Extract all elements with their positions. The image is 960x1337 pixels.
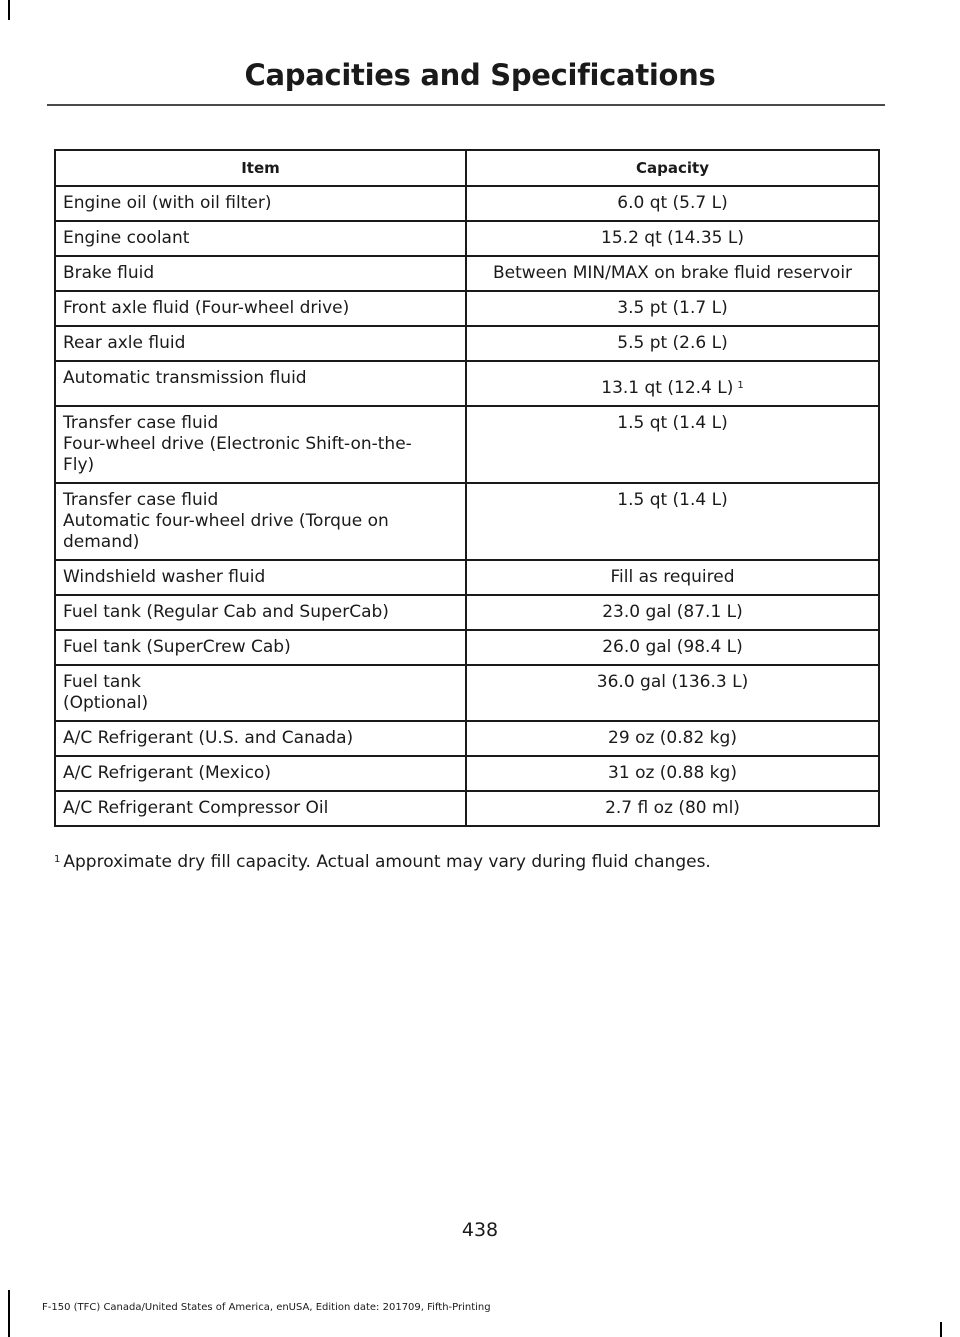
item-cell (55, 595, 466, 630)
table-row (55, 630, 879, 665)
item-label: (Optional) (63, 693, 149, 713)
capacity-value: 3.5 pt (1.7 L) (617, 298, 728, 318)
item-cell (55, 791, 466, 826)
item-label: A/C Refrigerant (Mexico) (63, 763, 271, 783)
item-label: Automatic four-wheel drive (Torque on (63, 511, 389, 531)
table-row (55, 186, 879, 221)
footnote (54, 852, 711, 873)
title-divider (47, 104, 885, 106)
table-row (55, 406, 879, 483)
item-label: Fly) (63, 455, 95, 475)
item-cell (55, 291, 466, 326)
capacity-cell (466, 721, 879, 756)
capacity-cell (466, 560, 879, 595)
item-label: Windshield washer fluid (63, 567, 266, 587)
capacity-value: 29 oz (0.82 kg) (608, 728, 737, 748)
item-cell (55, 721, 466, 756)
item-label: Fuel tank (63, 672, 141, 692)
capacity-value: Fill as required (610, 567, 735, 587)
item-label: Engine coolant (63, 228, 190, 248)
item-cell (55, 560, 466, 595)
capacity-cell (466, 221, 879, 256)
item-label: demand) (63, 532, 140, 552)
item-cell (55, 756, 466, 791)
item-label: Fuel tank (Regular Cab and SuperCab) (63, 602, 389, 622)
capacities-table (54, 149, 880, 827)
crop-mark (940, 1322, 942, 1337)
table-row (55, 721, 879, 756)
table-row (55, 483, 879, 560)
capacity-cell (466, 326, 879, 361)
capacity-cell (466, 361, 879, 406)
capacity-value: 6.0 qt (5.7 L) (617, 193, 728, 213)
capacity-cell (466, 595, 879, 630)
item-cell (55, 326, 466, 361)
item-label: Brake fluid (63, 263, 155, 283)
table-header-row (55, 150, 879, 186)
item-cell (55, 483, 466, 560)
capacity-value: 23.0 gal (87.1 L) (602, 602, 743, 622)
table-row (55, 560, 879, 595)
capacity-cell (466, 291, 879, 326)
item-label: Fuel tank (SuperCrew Cab) (63, 637, 291, 657)
capacity-cell (466, 406, 879, 483)
crop-mark (8, 1290, 10, 1337)
page-number: 438 (461, 1219, 499, 1241)
capacity-cell (466, 483, 879, 560)
edition-line: F-150 (TFC) Canada/United States of America, enUSA, Edition date: 201709, Fifth-Printing (42, 1302, 491, 1313)
item-label: A/C Refrigerant Compressor Oil (63, 798, 329, 818)
item-cell (55, 221, 466, 256)
item-cell (55, 256, 466, 291)
capacity-value: 26.0 gal (98.4 L) (602, 637, 743, 657)
column-header-capacity: Capacity (466, 150, 879, 186)
item-label: Transfer case fluid (63, 490, 219, 510)
table-body (55, 186, 879, 826)
item-label: Transfer case fluid (63, 413, 219, 433)
table-row (55, 326, 879, 361)
item-label: Automatic transmission fluid (63, 368, 307, 388)
capacity-cell (466, 630, 879, 665)
capacity-value: 13.1 qt (12.4 L) (601, 378, 734, 398)
item-cell (55, 406, 466, 483)
item-cell (55, 665, 466, 721)
page-title: Capacities and Specifications (244, 58, 716, 92)
capacity-cell (466, 791, 879, 826)
table-row (55, 361, 879, 406)
capacity-cell (466, 756, 879, 791)
capacity-value: 1.5 qt (1.4 L) (617, 413, 728, 433)
item-cell (55, 361, 466, 406)
footnote-text: Approximate dry fill capacity. Actual amount may vary during fluid changes. (63, 852, 711, 872)
capacity-value: Between MIN/MAX on brake fluid reservoir (492, 263, 853, 283)
item-label: A/C Refrigerant (U.S. and Canada) (63, 728, 354, 748)
capacity-value: 36.0 gal (136.3 L) (596, 672, 749, 692)
item-cell (55, 630, 466, 665)
table-row (55, 256, 879, 291)
capacity-cell (466, 256, 879, 291)
item-label: Rear axle fluid (63, 333, 186, 353)
column-header-item: Item (55, 150, 466, 186)
item-label: Front axle fluid (Four-wheel drive) (63, 298, 350, 318)
table-row (55, 291, 879, 326)
item-label: Four-wheel drive (Electronic Shift-on-the- (63, 434, 412, 454)
table-row (55, 595, 879, 630)
capacity-value: 1.5 qt (1.4 L) (617, 490, 728, 510)
capacity-value: 2.7 fl oz (80 ml) (605, 798, 740, 818)
table-row (55, 221, 879, 256)
capacity-value: 15.2 qt (14.35 L) (601, 228, 744, 248)
capacity-cell (466, 186, 879, 221)
footnote-marker: 1 (54, 854, 61, 865)
capacity-value: 5.5 pt (2.6 L) (617, 333, 728, 353)
table-row (55, 791, 879, 826)
item-cell (55, 186, 466, 221)
item-label: Engine oil (with oil filter) (63, 193, 272, 213)
capacity-cell (466, 665, 879, 721)
crop-mark (8, 0, 10, 20)
table-row (55, 665, 879, 721)
table-row (55, 756, 879, 791)
capacity-value: 31 oz (0.88 kg) (608, 763, 737, 783)
footnote-ref: 1 (737, 380, 744, 391)
